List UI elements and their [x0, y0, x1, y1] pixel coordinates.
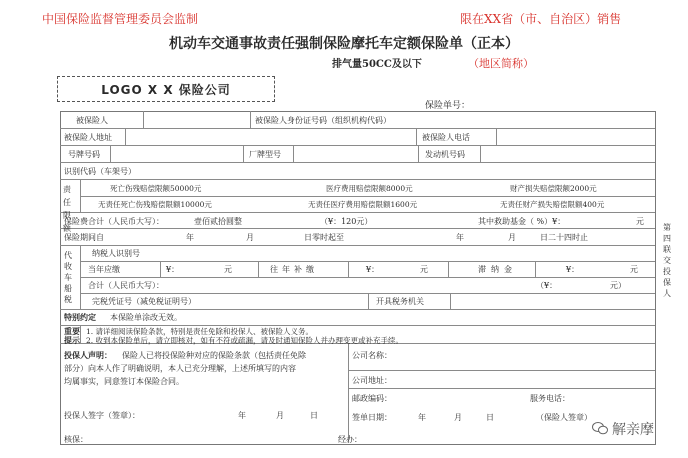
period-start-year: 年 — [186, 233, 194, 242]
sign-date-day: 日 — [486, 413, 494, 422]
back-tax-yen: ¥： — [366, 265, 380, 274]
tax-total-unit: 元） — [610, 281, 626, 290]
declaration-line-3: 均属事实，同意签订本保险合同。 — [64, 377, 184, 386]
annual-tax-unit: 元 — [224, 265, 232, 274]
annual-tax-label: 当年应缴 — [88, 265, 120, 274]
declaration-line-2: 部分）向本人作了明确说明，本人已充分理解，上述所填写的内容 — [64, 364, 296, 373]
period-start-day: 日零时起至 — [304, 233, 344, 242]
policy-number-label: 保险单号： — [425, 101, 471, 111]
taxpayer-id-label: 纳税人识别号 — [92, 249, 140, 258]
property-limit: 财产损失赔偿限额2000元 — [510, 184, 597, 193]
chat-bubble-icon — [592, 421, 608, 435]
rescue-fund-unit: 元 — [636, 217, 644, 226]
notice-label-1: 重要 — [64, 326, 80, 336]
model-label: 厂牌型号 — [249, 150, 281, 159]
tax-authority-label: 开具税务机关 — [376, 297, 424, 306]
period-start-month: 月 — [246, 233, 254, 242]
tax-total-yen: （¥： — [536, 281, 558, 290]
back-tax-unit: 元 — [420, 265, 428, 274]
plate-number-label: 号牌号码 — [68, 150, 100, 159]
period-end-day: 日二十四时止 — [540, 233, 588, 242]
premium-value: 壹佰贰拾圆整 — [194, 217, 242, 226]
region-abbr: （地区简称） — [468, 57, 534, 70]
tax-total-label: 合计（人民币大写）： — [88, 281, 164, 290]
signature-day: 日 — [310, 411, 318, 420]
late-fee-unit: 元 — [630, 265, 638, 274]
special-agreement-text: 本保险单涂改无效。 — [110, 313, 182, 322]
company-address-label: 公司地址： — [352, 376, 392, 385]
no-fault-death-limit: 无责任死亡伤残赔偿限额10000元 — [98, 200, 212, 209]
late-fee-label: 滞纳金 — [478, 265, 517, 274]
sign-date-month: 月 — [454, 413, 462, 422]
notice-line-2: 2. 收到本保险单后，请立即核对，如有不符或疏漏，请及时通知保险人并办理变更或补充手续。 — [86, 336, 404, 345]
period-end-year: 年 — [456, 233, 464, 242]
underwriter-label: 核保： — [64, 435, 88, 444]
declaration-title: 投保人声明： — [64, 350, 112, 360]
supervisor-text: 中国保险监督管理委员会监制 — [42, 12, 199, 26]
rescue-fund-label: 其中救助基金（ %）¥： — [478, 217, 566, 226]
form-title: 机动车交通事故责任强制保险摩托车定额保险单（正本） — [169, 36, 519, 52]
signature-month: 月 — [276, 411, 284, 420]
insured-label: 被保险人 — [76, 116, 108, 125]
sign-date-label: 签单日期： — [352, 413, 392, 422]
exempt-certificate-label: 完税凭证号（减免税证明号） — [92, 297, 196, 306]
handler-label: 经办： — [338, 435, 362, 444]
sign-date-year: 年 — [418, 413, 426, 422]
late-fee-yen: ¥： — [566, 265, 580, 274]
liability-limit-label: 责任限额 — [63, 185, 71, 233]
death-limit: 死亡伤残赔偿限额50000元 — [110, 184, 202, 193]
applicant-signature-label: 投保人签字（签章）： — [64, 411, 140, 420]
signature-year: 年 — [238, 411, 246, 420]
insured-phone-label: 被保险人电话 — [422, 133, 470, 142]
premium-label: 保险费合计（人民币大写）： — [64, 217, 164, 226]
vin-label: 识别代码（车架号） — [64, 167, 136, 176]
copy-note: 第四联 交投保人 — [663, 223, 671, 298]
logo-box — [57, 76, 275, 102]
watermark-text: 解亲摩 — [612, 422, 654, 438]
insurer-seal-label: （保险人签章） — [536, 413, 592, 422]
notice-line-1: 1. 请详细阅读保险条款，特别是责任免除和投保人、被保险人义务。 — [86, 327, 314, 336]
no-fault-property-limit: 无责任财产损失赔偿限额400元 — [500, 200, 605, 209]
region-limit-text: 限在XX省（市、自治区）销售 — [460, 12, 622, 26]
engine-number-label: 发动机号码 — [425, 150, 465, 159]
declaration-line-1: 保险人已将投保险种对应的保险条款（包括责任免除 — [122, 351, 306, 360]
medical-limit: 医疗费用赔偿限额8000元 — [326, 184, 413, 193]
notice-label-2: 提示 — [64, 335, 80, 345]
postcode-label: 邮政编码： — [352, 394, 392, 403]
period-end-month: 月 — [508, 233, 516, 242]
displacement-label: 排气量50CC及以下 — [332, 59, 422, 70]
service-phone-label: 服务电话： — [530, 394, 570, 403]
no-fault-medical-limit: 无责任医疗费用赔偿限额1600元 — [308, 200, 418, 209]
company-name-label: 公司名称： — [352, 351, 392, 360]
period-label: 保险期间自 — [64, 233, 104, 242]
premium-amount: （¥：120元） — [320, 217, 373, 226]
logo-text: LOGO X X 保险公司 — [101, 83, 231, 97]
tax-section-label: 代收车船税 — [64, 251, 72, 304]
insured-id-label: 被保险人身份证号码（组织机构代码） — [255, 116, 391, 125]
insured-address-label: 被保险人地址 — [64, 133, 112, 142]
special-agreement-label: 特别约定 — [64, 312, 96, 322]
back-tax-label: 往年补缴 — [270, 265, 318, 274]
annual-tax-yen: ¥： — [166, 265, 180, 274]
